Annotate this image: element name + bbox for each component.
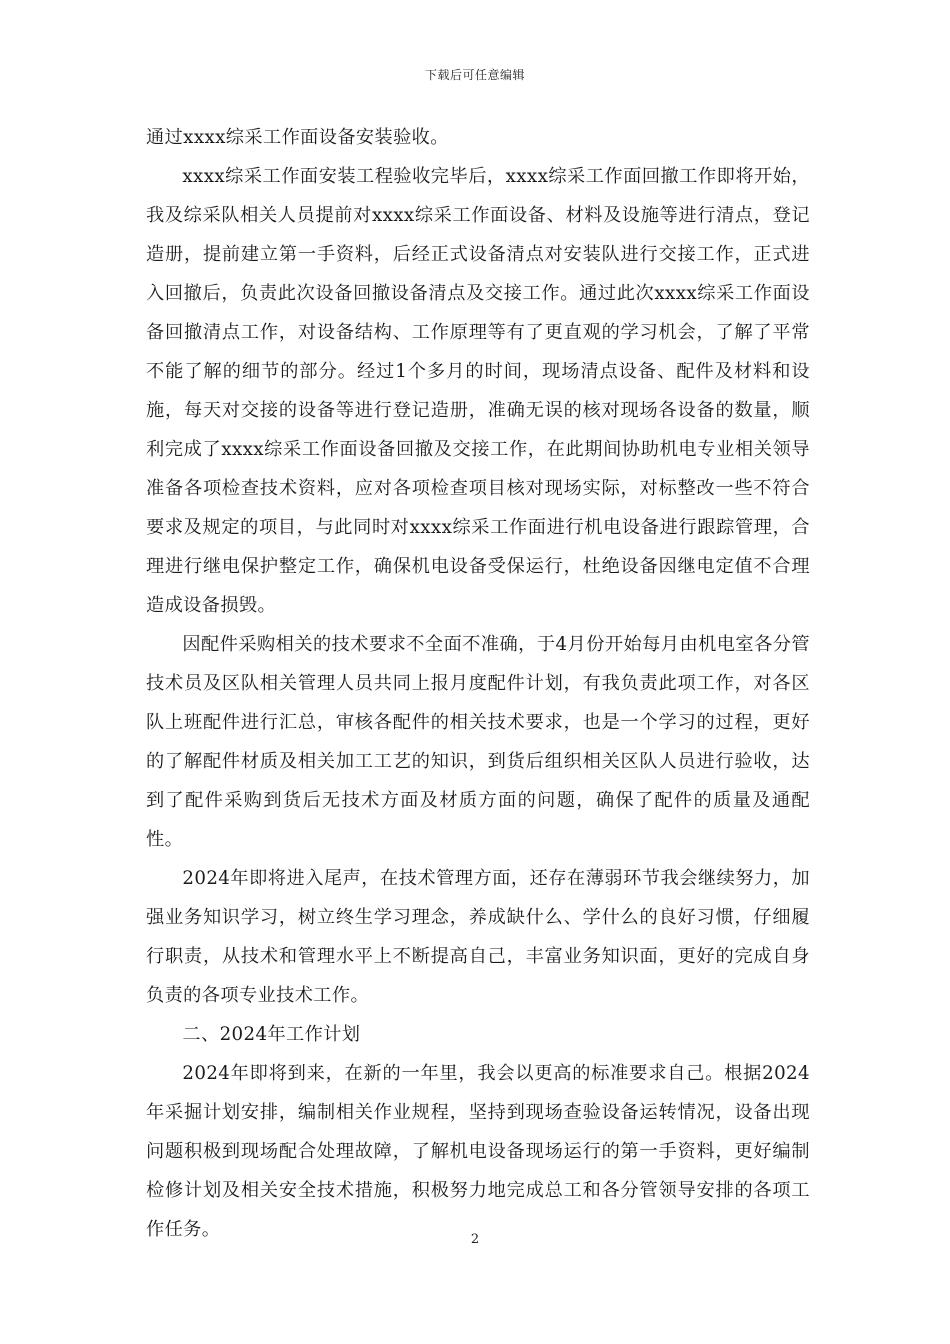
- page-header: 下载后可任意编辑: [424, 68, 525, 82]
- page-number: 2: [470, 1232, 480, 1247]
- paragraph-1: 通过xxxx综采工作面设备安装验收。: [146, 127, 449, 148]
- document-body: [146, 118, 810, 1249]
- section-heading: 二、2024年工作计划: [182, 1024, 361, 1045]
- paragraph-3: 因配件采购相关的技术要求不全面不准确，于4月份开始每月由机电室各分管技术员及区队相关管理人员共同上报月度配件计划，有我负责此项工作，对各区队上班配件进行汇总，审核各配件的相关技术要求，也是一个学习的过程，更好的了解配件材质及相关加工工艺的知识，到货后组织相关区队人员进行验收，达到了配件采购到货后无技术方面及材质方面的问题，确保了配件的质量及通配性。: [146, 634, 810, 850]
- paragraph-2: xxxx综采工作面安装工程验收完毕后，xxxx综采工作面回撤工作即将开始，我及综采队相关人员提前对xxxx综采工作面设备、材料及设施等进行清点，登记造册，提前建立第一手资料，后经正式设备清点对安装队进行交接工作，正式进入回撤后，负责此次设备回撤设备清点及交接工作。通过此次xxxx综采工作面设备回撤清点工作，对设备结构、工作原理等有了更直观的学习机会，了解了平常不能了解的细节的部分。经过1个多月的时间，现场清点设备、配件及材料和设施，每天对交接的设备等进行登记造册，准确无误的核对现场各设备的数量，顺利完成了xxxx综采工作面设备回撤及交接工作，在此期间协助机电专业相关领导准备各项检查技术资料，应对各项检查项目核对现场实际，对标整改一些不符合要求及规定的项目，与此同时对xxxx综采工作面进行机电设备进行跟踪管理，合理进行继电保护整定工作，确保机电设备受保运行，杜绝设备因继电定值不合理造成设备损毁。: [146, 166, 810, 616]
- paragraph-5: 2024年即将到来，在新的一年里，我会以更高的标准要求自己。根据2024年采掘计划安排，编制相关作业规程，坚持到现场查验设备运转情况，设备出现问题积极到现场配合处理故障，了解机电设备现场运行的第一手资料，更好编制检修计划及相关安全技术措施，积极努力地完成总工和各分管领导安排的各项工作任务。: [146, 1063, 810, 1240]
- paragraph-4: 2024年即将进入尾声，在技术管理方面，还存在薄弱环节我会继续努力，加强业务知识学习，树立终生学习理念，养成缺什么、学什么的良好习惯，仔细履行职责，从技术和管理水平上不断提高自己，丰富业务知识面，更好的完成自身负责的各项专业技术工作。: [146, 868, 810, 1006]
